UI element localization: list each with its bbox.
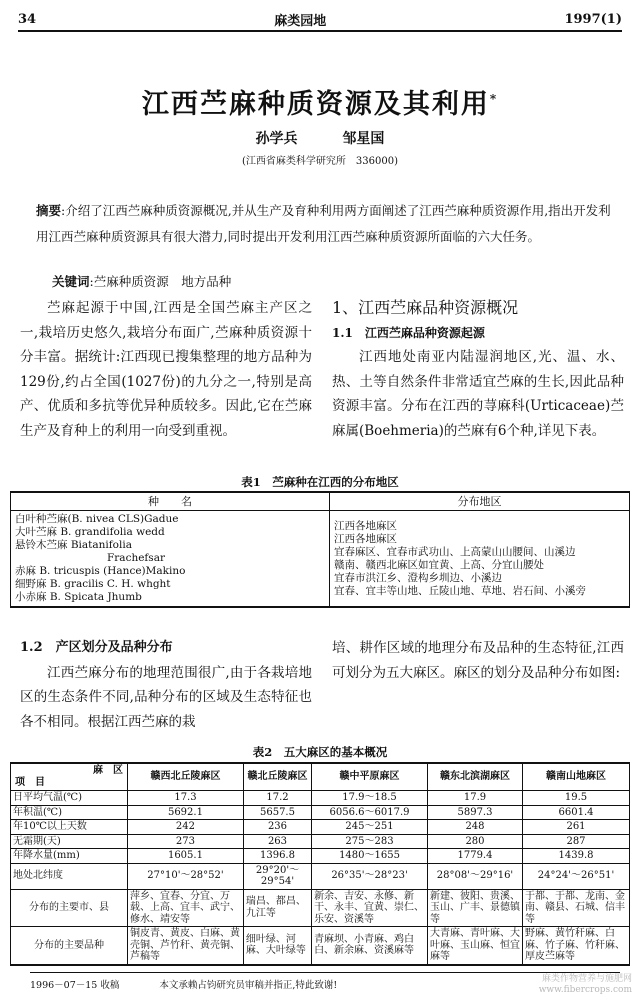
acknowledgement: 本文承赖占钧研究员审稿并指正,特此致谢! (159, 980, 338, 991)
section1-column (332, 296, 624, 443)
corner-top: 麻 区 (93, 765, 123, 776)
table-cell: 6056.6～6017.9 (312, 805, 428, 820)
table-cell: 275～283 (312, 834, 428, 849)
table-cell: 于都、于都、龙南、金南、赣县、石城、信丰等 (523, 889, 630, 927)
intro-paragraph: 苎麻起源于中国,江西是全国苎麻主产区之一,栽培历史悠久,栽培分布面广,苎麻种质资源十分丰富。据统计:江西现已搜集整理的地方品种为129份,约占全国(1027份)的九分之一,特别是高产、优质和多抗等优异种质较多。因此,它在苎麻生产及育种上的利用一向受到重视。 (20, 300, 312, 439)
table-cell: 6601.4 (523, 805, 630, 820)
column-header: 赣西北丘陵麻区 (128, 763, 244, 791)
table-cell: 28°08'～29°16' (427, 863, 522, 889)
section12-left (20, 636, 312, 734)
corner-left: 项 目 (15, 777, 45, 788)
column-header: 赣中平原麻区 (312, 763, 428, 791)
table-cell: 248 (427, 820, 522, 835)
issue-number: 1997(1) (564, 11, 622, 27)
table-cell: 261 (523, 820, 630, 835)
row-label: 地处北纬度 (11, 863, 128, 889)
section1-heading: 1、江西苎麻品种资源概况 (332, 298, 519, 317)
species-name: 赤麻 B. tricuspis (Hance)Makino (15, 565, 186, 577)
table2-caption: 表2 五大麻区的基本概况 (252, 745, 388, 759)
affiliation: (江西省麻类科学研究所 336000) (242, 156, 398, 167)
table-cell: 萍乡、宜春、分宜、万载、上高、宜丰、武宁、修水、靖安等 (128, 889, 244, 927)
table-cell: 野麻、黄竹秆麻、白麻、竹子麻、竹秆麻、厚皮苎麻等 (523, 927, 630, 965)
table1 (10, 491, 630, 608)
table-row (11, 820, 630, 835)
paper-title: 江西苎麻种质资源及其利用* (141, 89, 499, 120)
footnote (30, 972, 620, 991)
abstract-text: :介绍了江西苎麻种质资源概况,并从生产及育种利用两方面阐述了江西苎麻种质资源作用,指出开发利用江西苎麻种质资源具有很大潜力,同时提出开发利用江西苎麻种质资源所面临的六大任务。 (36, 203, 611, 244)
table-cell: 5657.5 (243, 805, 311, 820)
table-cell: 1480～1655 (312, 849, 428, 864)
row-label: 分布的主要市、县 (11, 889, 128, 927)
abstract (36, 198, 618, 250)
table-cell: 27°10'～28°52' (128, 863, 244, 889)
table-cell: 铜皮青、黄皮、白麻、黄壳铜、芦竹秆、黄壳铜、芦稿等 (128, 927, 244, 965)
table-row (11, 889, 630, 927)
table-cell: 236 (243, 820, 311, 835)
table-cell: 细叶绿、河麻、大叶绿等 (243, 927, 311, 965)
page-header (18, 8, 622, 32)
species-name: Frachefsar (107, 552, 165, 564)
table-cell: 242 (128, 820, 244, 835)
keywords-label: 关键词 (52, 274, 90, 289)
table-row (11, 863, 630, 889)
table-cell: 29°20'～29°54' (243, 863, 311, 889)
column-header: 赣南山地麻区 (523, 763, 630, 791)
row-label: 无霜期(天) (11, 834, 128, 849)
table-cell: 瑞昌、都昌、九江等 (243, 889, 311, 927)
table-header-row (11, 492, 630, 511)
table-cell: 新余、吉安、永修、新干、永丰、宜黄、崇仁、乐安、资溪等 (312, 889, 428, 927)
row-label: 年积温(℃) (11, 805, 128, 820)
table-cell: 大青麻、青叶麻、大叶麻、玉山麻、恒宜麻等 (427, 927, 522, 965)
row-label: 分布的主要品种 (11, 927, 128, 965)
table-cell: 17.9～18.5 (312, 791, 428, 806)
region-text: 赣南、赣西北麻区如宜黄、上高、分宜山腰处 (334, 559, 544, 571)
column-header: 分布地区 (330, 492, 630, 511)
row-label: 年降水量(mm) (11, 849, 128, 864)
species-name: 悬铃木苎麻 Biatanifolia (15, 539, 132, 551)
journal-name: 麻类园地 (274, 13, 327, 29)
section12-right (332, 636, 624, 685)
table2 (10, 762, 630, 966)
table-cell: 263 (243, 834, 311, 849)
table-cell: 青麻坝、小青麻、鸡白白、新余麻、资溪麻等 (312, 927, 428, 965)
table-cell: 17.2 (243, 791, 311, 806)
table-cell: 26°35'～28°23' (312, 863, 428, 889)
table-row (11, 791, 630, 806)
table-cell: 1605.1 (128, 849, 244, 864)
table-row (11, 511, 630, 608)
species-cell (11, 511, 330, 608)
section12-paragraph: 江西苎麻分布的地理范围很广,由于各栽培地区的生态条件不同,品种分布的区域及生态特征也各不相同。根据江西苎麻的栽 (20, 664, 312, 730)
keywords (52, 272, 231, 290)
table-cell: 5692.1 (128, 805, 244, 820)
author: 孙学兵 (255, 131, 298, 147)
column-header: 种 名 (11, 492, 330, 511)
section11-heading: 1.1 江西苎麻品种资源起源 (332, 325, 485, 340)
table-cell: 245～251 (312, 820, 428, 835)
section12-paragraph-continued: 培、耕作区域的地理分布及品种的生态特征,江西可划分为五大麻区。麻区的划分及品种分布如图: (332, 640, 624, 681)
row-label: 日平均气温(℃) (11, 791, 128, 806)
region-text: 宜春麻区、宜春市武功山、上高蒙山山腰间、山溪边 (334, 546, 576, 558)
table-cell: 273 (128, 834, 244, 849)
column-header: 赣北丘陵麻区 (243, 763, 311, 791)
species-name: 大叶苎麻 B. grandifolia wedd (15, 526, 165, 538)
section12-heading: 1.2 产区划分及品种分布 (20, 640, 173, 655)
keywords-text: :苎麻种质资源 地方品种 (89, 274, 232, 289)
table-cell: 1439.8 (523, 849, 630, 864)
table-cell: 5897.3 (427, 805, 522, 820)
watermark (539, 974, 632, 996)
table-cell: 24°24'～26°51' (523, 863, 630, 889)
region-text: 宜春、宜丰等山地、丘陵山地、草地、岩石间、小溪旁 (334, 585, 586, 597)
table1-caption: 表1 苎麻种在江西的分布地区 (241, 475, 399, 489)
author-list (0, 128, 640, 148)
author: 邹星国 (342, 131, 385, 147)
table-cell: 1779.4 (427, 849, 522, 864)
watermark-line: www.fibercrops.com (538, 985, 632, 995)
table-cell: 1396.8 (243, 849, 311, 864)
table-cell: 17.9 (427, 791, 522, 806)
region-text: 江西各地麻区 (334, 533, 397, 545)
table-cell: 287 (523, 834, 630, 849)
table-cell: 280 (427, 834, 522, 849)
table-row (11, 834, 630, 849)
corner-header (11, 763, 128, 791)
region-cell (330, 511, 630, 608)
row-label: 年10℃以上天数 (11, 820, 128, 835)
table-cell: 新建、彼阳、贵溪、玉山、广丰、景德镇等 (427, 889, 522, 927)
table-cell: 19.5 (523, 791, 630, 806)
table-cell: 17.3 (128, 791, 244, 806)
page-number: 34 (18, 11, 37, 27)
table-row (11, 805, 630, 820)
table-row (11, 927, 630, 965)
watermark-line: 麻类作物营养与施肥网 (541, 974, 632, 984)
abstract-label: 摘要 (36, 203, 62, 218)
table-row (11, 849, 630, 864)
region-text: 宜春市洪江乡、澄构乡圳边、小溪边 (334, 572, 502, 584)
column-header: 赣东北滨湖麻区 (427, 763, 522, 791)
section11-paragraph: 江西地处南亚内陆湿润地区,光、温、水、热、土等自然条件非常适宜苎麻的生长,因此品种资源丰富。分布在江西的荨麻科(Urticaceae)苎麻属(Boehmeria)的苎麻有6个种,详见下表。 (332, 349, 624, 439)
species-name: 小赤麻 B. Spicata Jhumb (15, 591, 142, 603)
region-text: 江西各地麻区 (334, 520, 397, 532)
species-name: 白叶种苎麻(B. nivea CLS)Gadue (15, 513, 179, 525)
received-date: 1996－07－15 收稿 (30, 980, 120, 991)
table-header-row (11, 763, 630, 791)
title-footnote-mark: * (489, 92, 499, 106)
intro-column (20, 296, 312, 443)
species-name: 细野麻 B. gracilis C. H. whght (15, 578, 171, 590)
